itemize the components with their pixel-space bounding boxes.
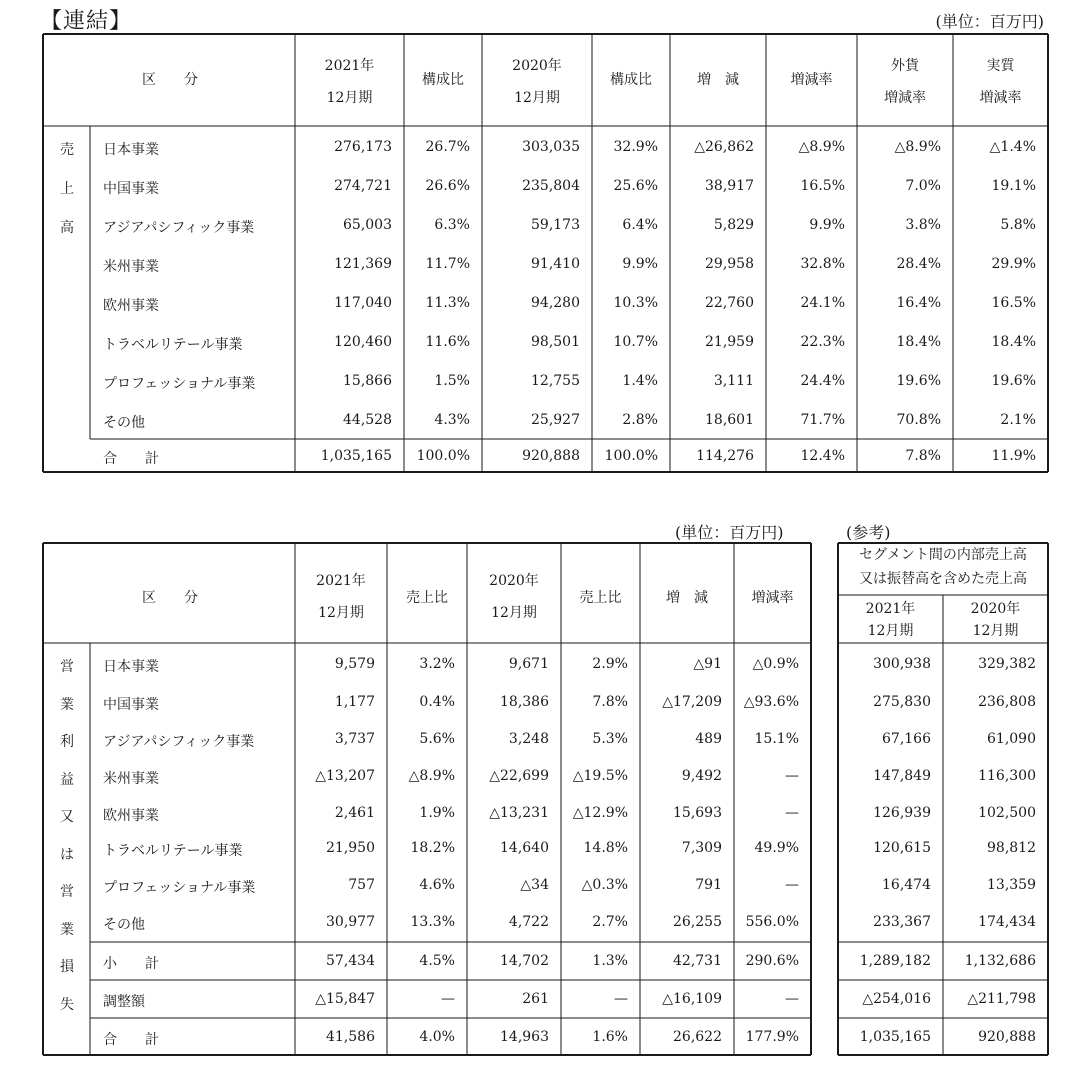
row-label: アジアパシフィック事業 [103,734,255,750]
cell-real: 19.6% [991,373,1036,389]
header-2020-year: 2020年 [512,58,562,74]
subtotal-chg: 42,731 [673,953,722,969]
cell-ref2021: 147,849 [873,768,931,784]
cell-chg: 26,255 [673,914,722,930]
header-ratio-2021: 構成比 [422,72,464,88]
row-label: 米州事業 [103,259,159,275]
cell-v2021: 44,528 [343,412,392,428]
ref-header-title-2: 又は振替高を含めた売上高 [859,571,1027,587]
cell-r2020: 14.8% [583,840,628,856]
header-fx-1: 外貨 [891,58,919,74]
subtotal-ref2020: 1,132,686 [964,953,1036,969]
row-label: 中国事業 [103,697,159,713]
row-label: プロフェッショナル事業 [103,376,256,392]
cell-v2020: 14,640 [500,840,549,856]
cell-rate: — [785,768,799,784]
subtotal-v2021: 57,434 [326,953,375,969]
cell-ref2020: 174,434 [978,914,1036,930]
side-label-char: 益 [60,771,74,788]
cell-rate: △93.6% [743,694,799,710]
adjustment-v2021: △15,847 [315,991,375,1007]
cell-rate: △8.9% [798,139,845,155]
cell-chg: 21,959 [705,334,754,350]
side-label-char: 損 [60,959,74,975]
cell-r2020: 10.3% [613,295,658,311]
cell-r2021: 5.6% [419,731,455,747]
cell-r2020: 7.8% [592,694,628,710]
cell-r2021: 11.6% [425,334,470,350]
row-label: 中国事業 [103,181,159,197]
cell-real: 2.1% [1000,412,1036,428]
side-label-char: 営 [60,659,74,675]
cell-v2020: 9,671 [508,656,549,672]
cell-r2021: 26.7% [425,139,470,155]
cell-rate: 71.7% [800,412,845,428]
cell-chg: 791 [695,877,722,893]
cell-v2021: 1,177 [334,694,375,710]
cell-fx: 19.6% [896,373,941,389]
cell-chg: 3,111 [713,373,754,389]
cell-fx: 28.4% [896,256,941,272]
header-real-2: 増減率 [979,90,1022,106]
cell-v2020: △22,699 [489,768,549,784]
total-chg: 114,276 [696,448,754,464]
header-ratio-2020: 構成比 [610,72,652,88]
subtotal-r2020: 1.3% [592,953,628,969]
header-2021-year: 2021年 [316,573,366,589]
cell-fx: 16.4% [896,295,941,311]
cell-r2020: 5.3% [592,731,628,747]
header-2021-period: 12月期 [318,605,364,621]
total-v2020: 14,963 [500,1029,549,1045]
cell-v2020: 4,722 [508,914,549,930]
cell-r2021: 26.6% [425,178,470,194]
cell-v2020: 94,280 [531,295,580,311]
cell-v2021: 15,866 [343,373,392,389]
cell-ref2021: 233,367 [873,914,931,930]
header-category: 区 分 [142,590,198,606]
cell-rate: 49.9% [754,840,799,856]
cell-real: 18.4% [991,334,1036,350]
header-fx-2: 増減率 [884,90,926,106]
subtotal-rate: 290.6% [745,953,799,969]
total-r2021: 4.0% [419,1029,455,1045]
cell-fx: △8.9% [894,139,941,155]
cell-ref2020: 329,382 [978,656,1036,672]
cell-r2020: 6.4% [622,217,658,233]
cell-r2020: 25.6% [613,178,658,194]
side-label-char: 営 [60,884,74,900]
cell-v2021: 276,173 [334,139,392,155]
cell-fx: 7.0% [905,178,941,194]
row-label: その他 [103,917,145,933]
total-ref2020: 920,888 [978,1029,1036,1045]
cell-ref2020: 116,300 [978,768,1036,784]
cell-chg: 9,492 [681,768,722,784]
row-label: トラベルリテール事業 [103,337,243,353]
cell-real: △1.4% [989,139,1036,155]
cell-v2020: 98,501 [531,334,580,350]
cell-rate: 24.4% [800,373,845,389]
total-label: 合 計 [103,451,159,467]
total-real: 11.9% [991,448,1036,464]
header-change-rate: 増減率 [751,590,794,606]
subtotal-v2020: 14,702 [500,953,549,969]
ref-header-2021-year: 2021年 [865,601,916,617]
total-ref2021: 1,035,165 [859,1029,931,1045]
side-label-char: 失 [60,996,74,1013]
cell-real: 19.1% [991,178,1036,194]
side-label-char: 上 [60,181,74,197]
cell-chg: △91 [693,656,722,672]
side-label-char: 業 [60,921,74,938]
cell-r2020: △0.3% [581,877,628,893]
total-rate: 177.9% [745,1029,799,1045]
adjustment-rate: — [785,991,799,1007]
cell-r2020: 9.9% [622,256,658,272]
cell-r2021: 18.2% [410,840,455,856]
cell-v2020: 303,035 [522,139,580,155]
cell-r2020: 2.8% [622,412,658,428]
cell-real: 29.9% [991,256,1036,272]
header-change-rate: 増減率 [790,72,833,88]
cell-ref2020: 98,812 [987,840,1036,856]
cell-fx: 18.4% [896,334,941,350]
cell-r2021: 3.2% [419,656,455,672]
header-ratio-2021: 売上比 [406,590,448,606]
cell-chg: △17,209 [662,694,722,710]
cell-ref2021: 16,474 [882,877,931,893]
adjustment-chg: △16,109 [662,991,722,1007]
cell-rate: 24.1% [800,295,845,311]
header-category: 区 分 [142,72,198,88]
header-2020-period: 12月期 [491,605,537,621]
header-2020-period: 12月期 [514,90,560,106]
cell-r2020: 1.4% [622,373,658,389]
cell-ref2021: 120,615 [873,840,931,856]
page-title: 【連結】 [40,9,133,34]
cell-real: 5.8% [1000,217,1036,233]
total-r2021: 100.0% [416,448,470,464]
side-label-char: 利 [60,734,74,750]
cell-v2020: 59,173 [531,217,580,233]
adjustment-r2021: — [441,991,455,1007]
header-change: 増 減 [697,72,739,88]
adjustment-v2020: 261 [522,991,549,1007]
row-label: 欧州事業 [103,808,159,824]
cell-v2020: 3,248 [508,731,549,747]
cell-v2021: 120,460 [334,334,392,350]
side-label-char: は [60,846,74,863]
cell-chg: 7,309 [681,840,722,856]
unit-label-2: (単位：百万円) [675,523,784,542]
cell-fx: 70.8% [896,412,941,428]
side-label-char: 高 [60,220,74,236]
cell-chg: 38,917 [705,178,754,194]
unit-label: (単位：百万円) [935,12,1044,31]
total-r2020: 1.6% [592,1029,628,1045]
cell-r2021: 1.9% [419,805,455,821]
cell-v2020: 12,755 [531,373,580,389]
cell-r2021: 0.4% [419,694,455,710]
cell-v2021: 65,003 [343,217,392,233]
header-real-1: 実質 [986,58,1015,74]
cell-r2021: 13.3% [410,914,455,930]
cell-rate: △0.9% [752,656,799,672]
cell-chg: 15,693 [673,805,722,821]
cell-v2021: 117,040 [334,295,392,311]
header-change: 増 減 [666,590,708,606]
cell-r2020: △12.9% [572,805,628,821]
total-chg: 26,622 [673,1029,722,1045]
cell-chg: 29,958 [705,256,754,272]
adjustment-r2020: — [614,991,628,1007]
row-label: 日本事業 [103,142,159,158]
cell-v2021: 2,461 [334,805,375,821]
cell-ref2020: 236,808 [978,694,1036,710]
cell-fx: 3.8% [905,217,941,233]
adjustment-ref2021: △254,016 [862,991,931,1007]
subtotal-ref2021: 1,289,182 [859,953,931,969]
row-label: 欧州事業 [103,298,159,314]
cell-v2020: 235,804 [522,178,580,194]
cell-ref2021: 126,939 [873,805,931,821]
cell-ref2021: 300,938 [873,656,931,672]
cell-rate: 16.5% [800,178,845,194]
total-v2020: 920,888 [522,448,580,464]
cell-r2021: 4.6% [419,877,455,893]
cell-ref2021: 275,830 [873,694,931,710]
cell-chg: 22,760 [705,295,754,311]
cell-r2021: 1.5% [434,373,470,389]
cell-v2021: △13,207 [315,768,375,784]
total-fx: 7.8% [905,448,941,464]
adjustment-label: 調整額 [103,994,145,1010]
cell-v2021: 30,977 [326,914,375,930]
cell-v2021: 757 [348,877,375,893]
adjustment-ref2020: △211,798 [967,991,1036,1007]
header-2021-year: 2021年 [324,58,375,74]
cell-v2021: 121,369 [334,256,392,272]
total-label: 合 計 [103,1032,159,1048]
cell-rate: 556.0% [745,914,799,930]
header-2020-year: 2020年 [489,573,539,589]
cell-rate: 15.1% [754,731,799,747]
ref-header-2020-year: 2020年 [970,601,1021,617]
header-ratio-2020: 売上比 [579,590,622,606]
cell-rate: 9.9% [809,217,845,233]
ref-header-title-1: セグメント間の内部売上高 [859,547,1027,563]
cell-rate: — [785,805,799,821]
side-label-char: 業 [60,696,74,713]
cell-r2020: 10.7% [613,334,658,350]
row-label: プロフェッショナル事業 [103,880,256,896]
side-label-char: 売 [60,142,74,158]
cell-r2021: 6.3% [434,217,470,233]
cell-ref2020: 61,090 [987,731,1036,747]
cell-v2021: 3,737 [334,731,375,747]
cell-chg: 489 [695,731,722,747]
cell-r2020: 32.9% [613,139,658,155]
subtotal-r2021: 4.5% [419,953,455,969]
cell-v2020: △13,231 [489,805,549,821]
header-2021-period: 12月期 [326,90,373,106]
cell-ref2020: 102,500 [978,805,1036,821]
cell-r2021: 4.3% [434,412,470,428]
row-label: その他 [103,415,145,431]
side-label-char: 又 [60,809,74,825]
cell-rate: 32.8% [800,256,845,272]
cell-rate: 22.3% [800,334,845,350]
cell-r2021: 11.7% [425,256,470,272]
total-r2020: 100.0% [604,448,658,464]
total-v2021: 41,586 [326,1029,375,1045]
total-rate: 12.4% [800,448,845,464]
cell-r2020: 2.7% [592,914,628,930]
subtotal-label: 小 計 [103,956,159,972]
cell-r2020: 2.9% [592,656,628,672]
cell-chg: △26,862 [694,139,754,155]
cell-r2021: 11.3% [425,295,470,311]
cell-ref2021: 67,166 [882,731,931,747]
cell-r2020: △19.5% [572,768,628,784]
ref-header-2021-period: 12月期 [867,623,914,639]
row-label: 米州事業 [103,771,159,787]
cell-v2020: △34 [520,877,549,893]
row-label: アジアパシフィック事業 [103,220,255,236]
cell-v2020: 25,927 [531,412,580,428]
cell-rate: — [785,877,799,893]
cell-real: 16.5% [991,295,1036,311]
ref-header-2020-period: 12月期 [972,623,1019,639]
cell-v2020: 18,386 [500,694,549,710]
reference-label: (参考) [846,523,891,542]
row-label: 日本事業 [103,659,159,675]
cell-v2021: 274,721 [334,178,392,194]
cell-chg: 18,601 [705,412,754,428]
cell-v2021: 9,579 [334,656,375,672]
cell-r2021: △8.9% [408,768,455,784]
cell-ref2020: 13,359 [987,877,1036,893]
total-v2021: 1,035,165 [320,448,392,464]
cell-v2020: 91,410 [531,256,580,272]
row-label: トラベルリテール事業 [103,843,243,859]
cell-chg: 5,829 [713,217,754,233]
cell-v2021: 21,950 [326,840,375,856]
